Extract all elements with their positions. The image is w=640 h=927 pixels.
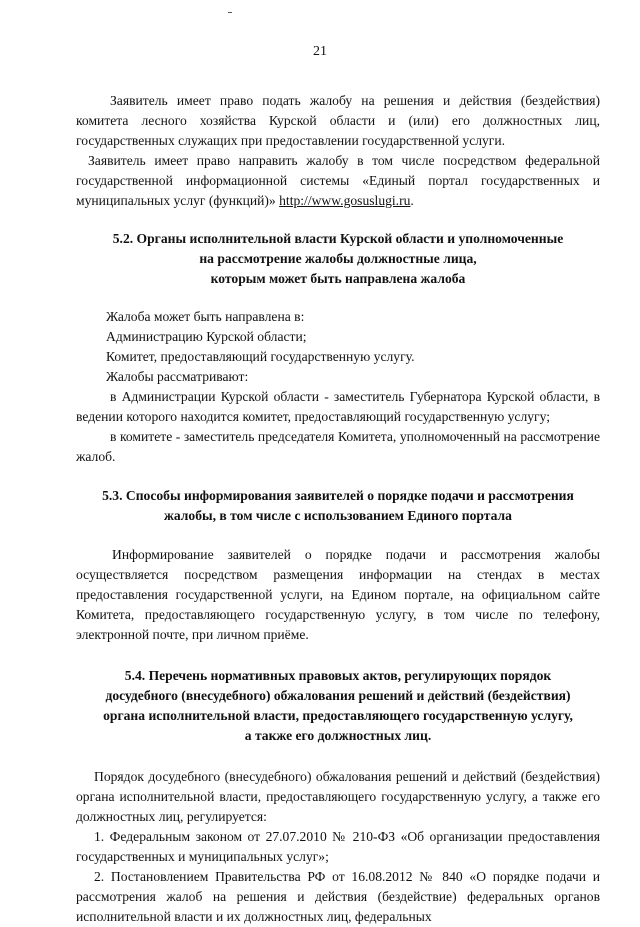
complaint-line: Жалоба может быть направлена в:: [106, 309, 305, 324]
complaint-line: Жалобы рассматривают:: [106, 369, 249, 384]
heading-line: жалобы, в том числе с использованием Единого портала: [164, 508, 512, 523]
heading-line: на рассмотрение жалобы должностные лица,: [199, 251, 477, 266]
section-5-3-heading: [76, 486, 600, 526]
heading-line: которым может быть направлена жалоба: [210, 271, 466, 286]
intro-paragraph-2-end: .: [410, 193, 414, 208]
intro-paragraph-2-text: Заявитель имеет право направить жалобу в том числе посредством федеральной государственной информационной системы «Единый портал государственных и муниципальных услуг (функций)»: [76, 153, 600, 208]
gosuslugi-link[interactable]: http://www.gosuslugi.ru: [279, 193, 411, 208]
intro-paragraph-1: Заявитель имеет право подать жалобу на решения и действия (бездействия) комитета лесного хозяйства Курской области и (или) его должностных лиц, государственных служащих при предоставлении государственной услуги.: [76, 93, 600, 148]
heading-line: 5.2. Органы исполнительной власти Курской области и уполномоченные: [112, 231, 564, 246]
scan-speck: [228, 12, 232, 13]
committee-reviewer-paragraph: в комитете - заместитель председателя Комитета, уполномоченный на рассмотрение жалоб.: [76, 429, 600, 464]
heading-line: а также его должностных лиц.: [244, 728, 432, 743]
heading-line: досудебного (внесудебного) обжалования решений и действий (бездействия): [105, 688, 571, 703]
legal-act-item-1: 1. Федеральным законом от 27.07.2010 № 210-ФЗ «Об организации предоставления государственных и муниципальных услуг»;: [76, 829, 600, 864]
complaint-line: Администрацию Курской области;: [106, 329, 307, 344]
intro-paragraph-2: [76, 151, 600, 211]
administration-reviewer-paragraph: в Администрации Курской области - заместитель Губернатора Курской области, в ведении которого находится комитет, предоставляющий государственную услугу;: [76, 389, 600, 424]
section-5-4-heading: [76, 666, 600, 746]
appeal-procedure-paragraph: Порядок досудебного (внесудебного) обжалования решений и действий (бездействия) органа исполнительной власти, предоставляющего государственную услугу, а также его должностных лиц, регулируется:: [76, 769, 600, 824]
heading-line: 5.3. Способы информирования заявителей о порядке подачи и рассмотрения: [102, 488, 574, 503]
complaint-line: Комитет, предоставляющий государственную услугу.: [106, 349, 415, 364]
informing-paragraph: Информирование заявителей о порядке подачи и рассмотрения жалобы осуществляется посредством размещения информации на стендах в местах предоставления государственной услуги, на Едином портале, на официальном сайте Комитета, предоставляющего государственную услугу, в том числе по телефону, электронной почте, при личном приёме.: [76, 547, 600, 642]
heading-line: 5.4. Перечень нормативных правовых актов, регулирующих порядок: [124, 668, 552, 683]
heading-line: органа исполнительной власти, предоставляющего государственную услугу,: [103, 708, 573, 723]
page-number: 21: [313, 44, 327, 59]
section-5-2-heading: [76, 229, 600, 289]
document-body: [76, 91, 600, 927]
legal-act-item-2: 2. Постановлением Правительства РФ от 16.08.2012 № 840 «О порядке подачи и рассмотрения жалоб на решения и действия (бездействие) федеральных органов исполнительной власти и их должностных лиц, федеральных: [76, 869, 600, 924]
